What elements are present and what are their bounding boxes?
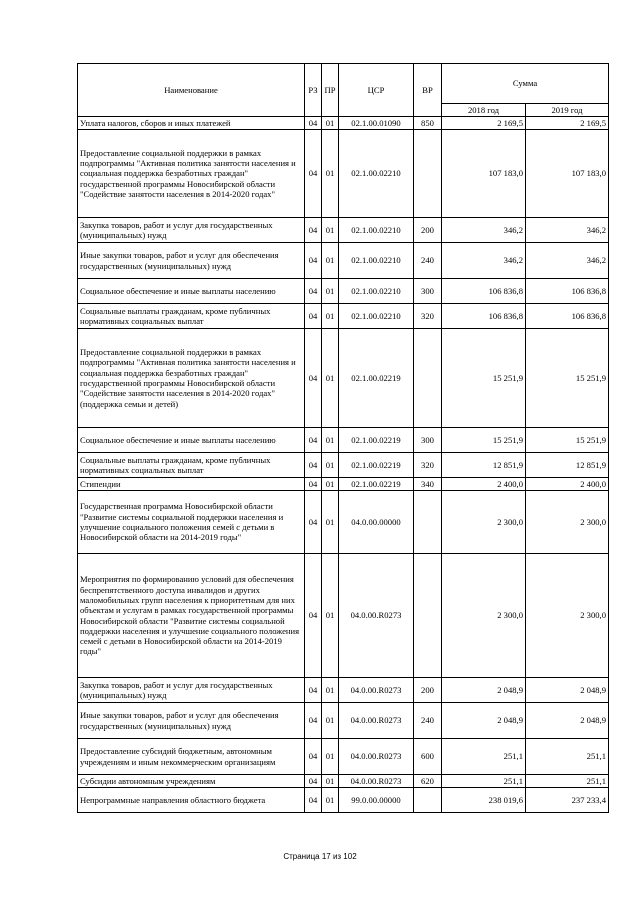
row-vr-cell: 200 bbox=[414, 218, 442, 243]
row-vr-cell bbox=[414, 554, 442, 678]
row-rz-cell: 04 bbox=[305, 428, 322, 453]
row-2019-cell: 106 836,8 bbox=[526, 279, 609, 304]
row-name-cell: Закупка товаров, работ и услуг для государственных (муниципальных) нужд bbox=[78, 678, 305, 703]
row-pr-cell: 01 bbox=[322, 304, 339, 329]
row-name-cell: Закупка товаров, работ и услуг для государственных (муниципальных) нужд bbox=[78, 218, 305, 243]
row-rz-cell: 04 bbox=[305, 243, 322, 279]
row-rz-cell: 04 bbox=[305, 775, 322, 788]
row-2018-cell: 346,2 bbox=[442, 218, 526, 243]
row-pr-cell: 01 bbox=[322, 703, 339, 739]
row-rz-cell: 04 bbox=[305, 703, 322, 739]
table-row bbox=[78, 739, 609, 775]
header-year-2018: 2018 год bbox=[442, 104, 526, 117]
header-row bbox=[78, 64, 609, 104]
row-2019-cell: 2 048,9 bbox=[526, 703, 609, 739]
table-row bbox=[78, 554, 609, 678]
row-2019-cell: 346,2 bbox=[526, 243, 609, 279]
row-pr-cell: 01 bbox=[322, 788, 339, 813]
row-csr-cell: 04.0.00.R0273 bbox=[339, 678, 414, 703]
row-pr-cell: 01 bbox=[322, 453, 339, 478]
row-pr-cell: 01 bbox=[322, 775, 339, 788]
row-vr-cell: 240 bbox=[414, 703, 442, 739]
row-name-cell: Стипендии bbox=[78, 478, 305, 491]
row-csr-cell: 04.0.00.R0273 bbox=[339, 775, 414, 788]
row-rz-cell: 04 bbox=[305, 554, 322, 678]
row-2019-cell: 15 251,9 bbox=[526, 428, 609, 453]
row-pr-cell: 01 bbox=[322, 428, 339, 453]
row-pr-cell: 01 bbox=[322, 130, 339, 218]
row-2019-cell: 106 836,8 bbox=[526, 304, 609, 329]
row-csr-cell: 02.1.00.02210 bbox=[339, 304, 414, 329]
page-number: Страница 17 из 102 bbox=[283, 852, 357, 861]
row-2019-cell: 2 400,0 bbox=[526, 478, 609, 491]
row-vr-cell: 300 bbox=[414, 279, 442, 304]
row-csr-cell: 02.1.00.01090 bbox=[339, 117, 414, 130]
table-row bbox=[78, 329, 609, 428]
row-2018-cell: 2 048,9 bbox=[442, 678, 526, 703]
budget-table bbox=[77, 63, 609, 813]
row-vr-cell: 620 bbox=[414, 775, 442, 788]
row-name-cell: Иные закупки товаров, работ и услуг для обеспечения государственных (муниципальных) нужд bbox=[78, 243, 305, 279]
table-row bbox=[78, 788, 609, 813]
row-csr-cell: 02.1.00.02219 bbox=[339, 453, 414, 478]
table-row bbox=[78, 218, 609, 243]
row-2018-cell: 12 851,9 bbox=[442, 453, 526, 478]
table-row bbox=[78, 703, 609, 739]
row-csr-cell: 02.1.00.02210 bbox=[339, 130, 414, 218]
row-2018-cell: 2 048,9 bbox=[442, 703, 526, 739]
row-pr-cell: 01 bbox=[322, 478, 339, 491]
table-row bbox=[78, 243, 609, 279]
row-rz-cell: 04 bbox=[305, 739, 322, 775]
table-row bbox=[78, 117, 609, 130]
row-name-cell: Предоставление субсидий бюджетным, автономным учреждениям и иным некоммерческим организациям bbox=[78, 739, 305, 775]
row-rz-cell: 04 bbox=[305, 304, 322, 329]
row-csr-cell: 04.0.00.R0273 bbox=[339, 554, 414, 678]
row-csr-cell: 02.1.00.02219 bbox=[339, 329, 414, 428]
row-name-cell: Непрограммные направления областного бюджета bbox=[78, 788, 305, 813]
row-csr-cell: 02.1.00.02210 bbox=[339, 218, 414, 243]
table-row bbox=[78, 304, 609, 329]
row-vr-cell: 240 bbox=[414, 243, 442, 279]
row-name-cell: Предоставление социальной поддержки в рамках подпрограммы "Активная политика занятости населения и социальная поддержка безработных граждан" государственной программы Новосибирской области "Содействие занятости населения в 2014-2020 годах" (поддержка семьи и детей) bbox=[78, 329, 305, 428]
row-2018-cell: 2 169,5 bbox=[442, 117, 526, 130]
row-vr-cell: 340 bbox=[414, 478, 442, 491]
row-pr-cell: 01 bbox=[322, 491, 339, 554]
row-2018-cell: 2 300,0 bbox=[442, 554, 526, 678]
header-name: Наименование bbox=[78, 64, 305, 117]
row-csr-cell: 02.1.00.02210 bbox=[339, 279, 414, 304]
row-rz-cell: 04 bbox=[305, 130, 322, 218]
row-csr-cell: 04.0.00.R0273 bbox=[339, 703, 414, 739]
row-pr-cell: 01 bbox=[322, 117, 339, 130]
row-vr-cell: 320 bbox=[414, 453, 442, 478]
header-rz: РЗ bbox=[305, 64, 322, 117]
row-pr-cell: 01 bbox=[322, 243, 339, 279]
row-csr-cell: 02.1.00.02219 bbox=[339, 478, 414, 491]
row-name-cell: Социальные выплаты гражданам, кроме публичных нормативных социальных выплат bbox=[78, 453, 305, 478]
row-rz-cell: 04 bbox=[305, 788, 322, 813]
table-row bbox=[78, 478, 609, 491]
row-name-cell: Государственная программа Новосибирской области "Развитие системы социальной поддержки населения и улучшение социального положения семей с детьми в Новосибирской области на 2014-2019 годы" bbox=[78, 491, 305, 554]
row-csr-cell: 99.0.00.00000 bbox=[339, 788, 414, 813]
row-csr-cell: 02.1.00.02219 bbox=[339, 428, 414, 453]
header-pr: ПР bbox=[322, 64, 339, 117]
row-pr-cell: 01 bbox=[322, 739, 339, 775]
row-2019-cell: 251,1 bbox=[526, 739, 609, 775]
row-name-cell: Субсидии автономным учреждениям bbox=[78, 775, 305, 788]
row-2018-cell: 2 400,0 bbox=[442, 478, 526, 491]
row-2019-cell: 2 300,0 bbox=[526, 491, 609, 554]
row-2018-cell: 106 836,8 bbox=[442, 279, 526, 304]
header-year-2019: 2019 год bbox=[526, 104, 609, 117]
row-vr-cell bbox=[414, 788, 442, 813]
row-rz-cell: 04 bbox=[305, 218, 322, 243]
row-name-cell: Социальное обеспечение и иные выплаты населению bbox=[78, 279, 305, 304]
table-row bbox=[78, 130, 609, 218]
row-name-cell: Уплата налогов, сборов и иных платежей bbox=[78, 117, 305, 130]
row-vr-cell bbox=[414, 130, 442, 218]
table-row bbox=[78, 428, 609, 453]
row-csr-cell: 04.0.00.R0273 bbox=[339, 739, 414, 775]
row-rz-cell: 04 bbox=[305, 491, 322, 554]
row-rz-cell: 04 bbox=[305, 678, 322, 703]
row-vr-cell: 600 bbox=[414, 739, 442, 775]
row-rz-cell: 04 bbox=[305, 329, 322, 428]
row-2019-cell: 2 048,9 bbox=[526, 678, 609, 703]
row-rz-cell: 04 bbox=[305, 279, 322, 304]
row-name-cell: Социальные выплаты гражданам, кроме публичных нормативных социальных выплат bbox=[78, 304, 305, 329]
row-2019-cell: 251,1 bbox=[526, 775, 609, 788]
row-2018-cell: 15 251,9 bbox=[442, 428, 526, 453]
row-2019-cell: 2 169,5 bbox=[526, 117, 609, 130]
row-vr-cell: 850 bbox=[414, 117, 442, 130]
row-pr-cell: 01 bbox=[322, 329, 339, 428]
row-pr-cell: 01 bbox=[322, 554, 339, 678]
row-2019-cell: 346,2 bbox=[526, 218, 609, 243]
header-sum: Сумма bbox=[442, 64, 609, 104]
row-2018-cell: 238 019,6 bbox=[442, 788, 526, 813]
table-row bbox=[78, 491, 609, 554]
row-pr-cell: 01 bbox=[322, 678, 339, 703]
row-2019-cell: 15 251,9 bbox=[526, 329, 609, 428]
row-2019-cell: 2 300,0 bbox=[526, 554, 609, 678]
table-row bbox=[78, 279, 609, 304]
row-2018-cell: 15 251,9 bbox=[442, 329, 526, 428]
table-row bbox=[78, 678, 609, 703]
row-pr-cell: 01 bbox=[322, 279, 339, 304]
table-row bbox=[78, 453, 609, 478]
row-rz-cell: 04 bbox=[305, 453, 322, 478]
row-2018-cell: 106 836,8 bbox=[442, 304, 526, 329]
row-2019-cell: 237 233,4 bbox=[526, 788, 609, 813]
row-2018-cell: 251,1 bbox=[442, 775, 526, 788]
row-2019-cell: 12 851,9 bbox=[526, 453, 609, 478]
row-name-cell: Мероприятия по формированию условий для обеспечения беспрепятственного доступа инвалидов и других маломобильных групп населения к приоритетным для них объектам и услугам в рамках государственной программы Новосибирской области "Развитие системы социальной поддержки населения и улучшение социального положения семей с детьми в Новосибирской области на 2014-2019 годы" bbox=[78, 554, 305, 678]
row-vr-cell bbox=[414, 329, 442, 428]
row-rz-cell: 04 bbox=[305, 478, 322, 491]
row-2018-cell: 107 183,0 bbox=[442, 130, 526, 218]
row-2018-cell: 251,1 bbox=[442, 739, 526, 775]
row-name-cell: Социальное обеспечение и иные выплаты населению bbox=[78, 428, 305, 453]
row-name-cell: Предоставление социальной поддержки в рамках подпрограммы "Активная политика занятости населения и социальная поддержка безработных граждан" государственной программы Новосибирской области "Содействие занятости населения в 2014-2020 годах" bbox=[78, 130, 305, 218]
header-vr: ВР bbox=[414, 64, 442, 117]
row-vr-cell: 200 bbox=[414, 678, 442, 703]
row-pr-cell: 01 bbox=[322, 218, 339, 243]
row-rz-cell: 04 bbox=[305, 117, 322, 130]
row-vr-cell: 320 bbox=[414, 304, 442, 329]
row-vr-cell bbox=[414, 491, 442, 554]
row-csr-cell: 02.1.00.02210 bbox=[339, 243, 414, 279]
row-name-cell: Иные закупки товаров, работ и услуг для обеспечения государственных (муниципальных) нужд bbox=[78, 703, 305, 739]
row-2018-cell: 2 300,0 bbox=[442, 491, 526, 554]
row-csr-cell: 04.0.00.00000 bbox=[339, 491, 414, 554]
row-2019-cell: 107 183,0 bbox=[526, 130, 609, 218]
table-row bbox=[78, 775, 609, 788]
header-csr: ЦСР bbox=[339, 64, 414, 117]
row-vr-cell: 300 bbox=[414, 428, 442, 453]
row-2018-cell: 346,2 bbox=[442, 243, 526, 279]
